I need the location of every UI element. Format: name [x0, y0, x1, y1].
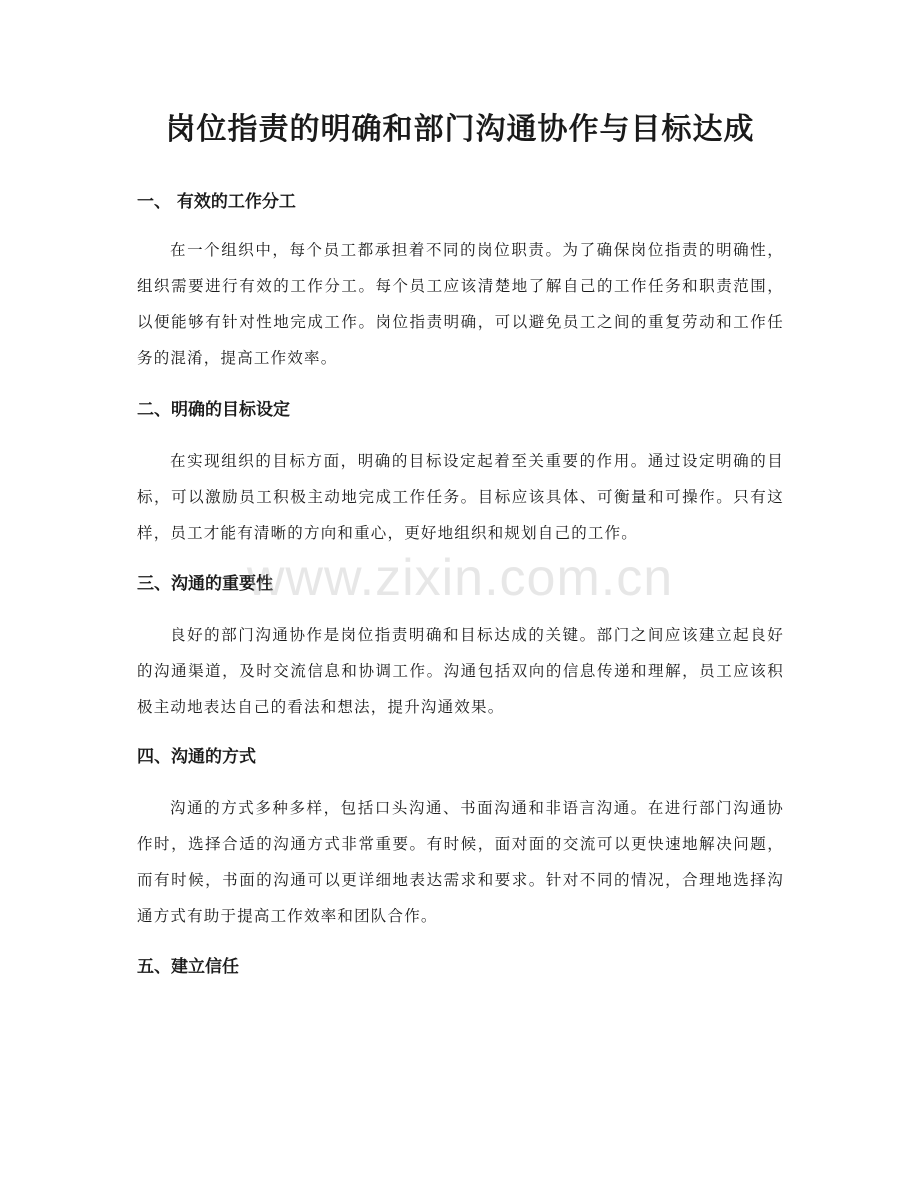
document-title: 岗位指责的明确和部门沟通协作与目标达成: [165, 112, 755, 147]
section-paragraph-4: 沟通的方式多种多样，包括口头沟通、书面沟通和非语言沟通。在进行部门沟通协作时，选择合适的沟通方式非常重要。有时候，面对面的交流可以更快速地解决问题，而有时候，书面的沟通可以更详细地表达需求和要求。针对不同的情况，合理地选择沟通方式有助于提高工作效率和团队合作。: [137, 799, 784, 925]
section-paragraph-1: 在一个组织中，每个员工都承担着不同的岗位职责。为了确保岗位指责的明确性，组织需要进行有效的工作分工。每个员工应该清楚地了解自己的工作任务和职责范围，以便能够有针对性地完成工作。岗位指责明确，可以避免员工之间的重复劳动和工作任务的混淆，提高工作效率。: [137, 241, 784, 367]
watermark: www.zixin.com.cn: [246, 549, 674, 607]
section-heading-1: 一、 有效的工作分工: [137, 192, 296, 212]
section-paragraph-3: 良好的部门沟通协作是岗位指责明确和目标达成的关键。部门之间应该建立起良好的沟通渠道，及时交流信息和协调工作。沟通包括双向的信息传递和理解，员工应该积极主动地表达自己的看法和想法，提升沟通效果。: [137, 626, 784, 716]
section-heading-4: 四、沟通的方式: [137, 747, 256, 767]
section-heading-2: 二、明确的目标设定: [137, 400, 290, 420]
section-heading-5: 五、建立信任: [137, 957, 239, 977]
section-paragraph-2: 在实现组织的目标方面，明确的目标设定起着至关重要的作用。通过设定明确的目标，可以激励员工积极主动地完成工作任务。目标应该具体、可衡量和可操作。只有这样，员工才能有清晰的方向和重心，更好地组织和规划自己的工作。: [137, 452, 784, 542]
section-heading-3: 三、沟通的重要性: [137, 574, 273, 594]
